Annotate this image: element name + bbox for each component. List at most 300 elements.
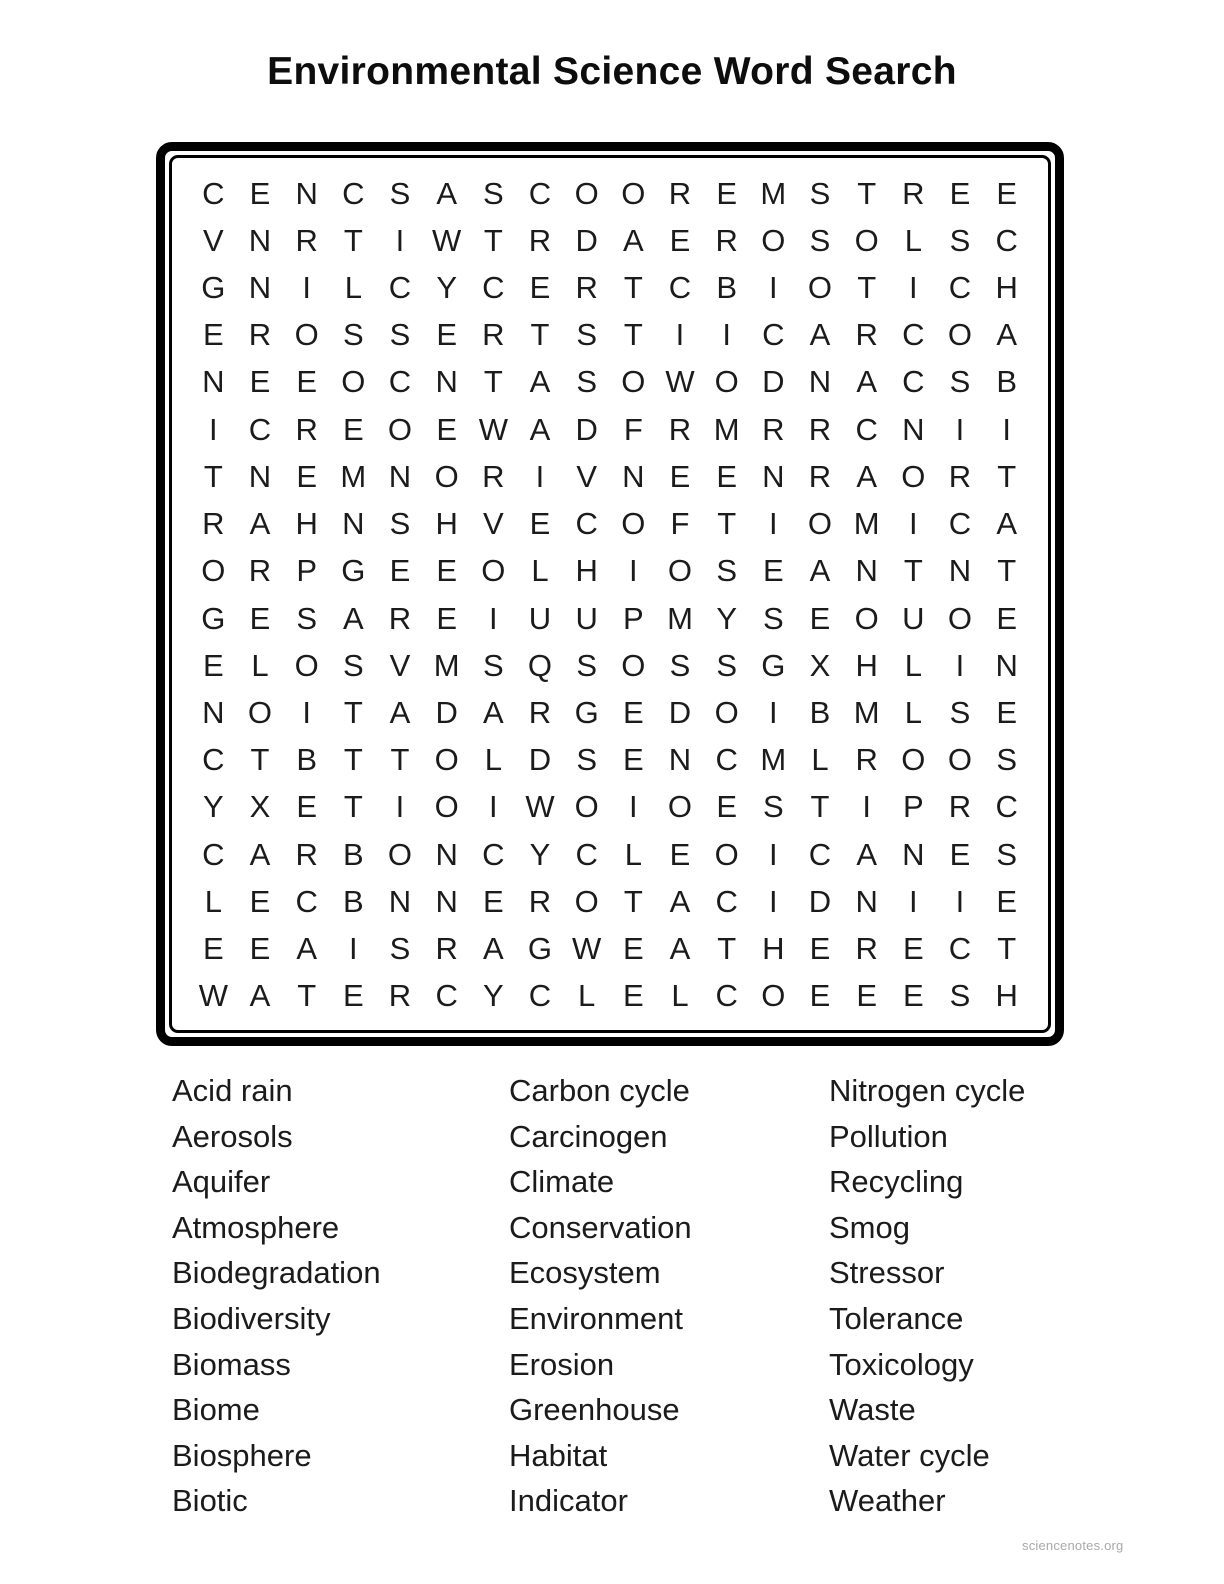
word-list-item: Biosphere (172, 1437, 312, 1473)
grid-letter: R (575, 270, 598, 306)
grid-letter: I (909, 270, 918, 306)
grid-letter: O (714, 836, 739, 872)
grid-letter: E (902, 931, 924, 967)
grid-letter: N (388, 883, 412, 919)
grid-letter: D (575, 222, 598, 258)
grid-letter: A (249, 506, 271, 542)
grid-letter: C (995, 222, 1018, 258)
word-list-item: Stressor (829, 1255, 945, 1291)
grid-letter: E (202, 647, 224, 683)
grid-letter: N (202, 364, 225, 400)
grid-letter: A (669, 931, 691, 967)
grid-letter: E (249, 931, 271, 967)
source-attribution: sciencenotes.org (1022, 1538, 1124, 1553)
grid-letter: N (808, 364, 832, 400)
grid-letter: S (342, 317, 364, 353)
grid-letter: S (669, 647, 691, 683)
grid-letter: N (668, 742, 692, 778)
grid-letter: W (198, 978, 228, 1014)
grid-letter: E (436, 553, 457, 589)
grid-letter: E (622, 931, 644, 967)
grid-letter: T (530, 317, 550, 353)
grid-letter: I (1002, 411, 1011, 447)
grid-letter: S (389, 175, 411, 211)
grid-letter: A (249, 836, 271, 872)
word-list-column-1 (172, 1068, 509, 1524)
grid-letter: R (762, 411, 785, 447)
word-list-item: Water cycle (829, 1437, 990, 1473)
grid-letter: C (855, 411, 878, 447)
word-list-item: Erosion (509, 1346, 615, 1382)
grid-letter: N (995, 647, 1018, 683)
grid-letter: L (904, 222, 922, 258)
word-list-item: Waste (829, 1392, 916, 1428)
grid-letter: E (669, 458, 691, 494)
grid-letter: O (294, 647, 319, 683)
grid-letter: E (436, 317, 457, 353)
grid-letter: F (670, 506, 690, 542)
grid-letter: O (854, 222, 879, 258)
grid-letter: N (248, 458, 272, 494)
grid-letter: W (478, 411, 508, 447)
grid-letter: T (717, 506, 737, 542)
grid-letter: O (574, 175, 599, 211)
grid-letter: S (716, 553, 737, 589)
grid-letter: T (903, 553, 923, 589)
grid-letter: N (855, 553, 878, 589)
word-list-column-3 (829, 1068, 1025, 1524)
grid-letter: A (529, 411, 551, 447)
grid-letter: T (857, 270, 877, 306)
grid-letter: E (622, 742, 644, 778)
grid-letter: I (535, 458, 545, 494)
grid-letter: I (349, 931, 358, 967)
grid-letter: V (202, 222, 224, 258)
grid-letter: M (760, 742, 787, 778)
grid-letter: E (202, 317, 224, 353)
grid-letter: A (342, 600, 364, 636)
grid-letter: T (297, 978, 317, 1014)
grid-letter: S (482, 647, 504, 683)
grid-letter: C (948, 931, 972, 967)
grid-letter: L (624, 836, 642, 872)
grid-letter: E (436, 411, 457, 447)
grid-letter: O (434, 789, 459, 825)
grid-letter: E (529, 270, 551, 306)
grid-letter: S (996, 742, 1017, 778)
word-list-item: Biodegradation (172, 1255, 381, 1291)
grid-letter: L (204, 883, 222, 919)
grid-letter: C (948, 270, 972, 306)
grid-letter: L (578, 978, 596, 1014)
grid-letter: B (342, 836, 364, 872)
grid-letter: E (249, 883, 271, 919)
grid-letter: O (434, 458, 459, 494)
grid-letter: E (296, 458, 317, 494)
grid-letter: H (295, 506, 318, 542)
grid-letter: N (435, 883, 458, 919)
grid-letter: R (855, 931, 878, 967)
grid-letter: D (762, 364, 785, 400)
grid-letter: L (484, 742, 502, 778)
grid-letter: T (810, 789, 830, 825)
grid-letter: T (250, 742, 270, 778)
grid-letter: L (531, 553, 549, 589)
grid-letter: L (344, 270, 362, 306)
grid-letter: Y (436, 270, 457, 306)
grid-letter: R (528, 883, 552, 919)
grid-letter: R (248, 317, 272, 353)
grid-letter: L (811, 742, 829, 778)
grid-letter: G (201, 600, 226, 636)
grid-letter: H (995, 270, 1018, 306)
grid-letter: S (296, 600, 317, 636)
word-list-item: Carbon cycle (509, 1073, 690, 1108)
grid-letter: O (854, 600, 879, 636)
grid-letter: C (202, 175, 225, 211)
grid-letter: T (483, 364, 503, 400)
grid-letter: I (955, 411, 965, 447)
grid-letter: M (433, 647, 460, 683)
grid-letter: E (716, 175, 737, 211)
grid-letter: O (621, 647, 646, 683)
word-list-item: Acid rain (172, 1073, 293, 1108)
grid-letter: S (576, 647, 597, 683)
grid-letter: B (996, 364, 1017, 400)
grid-letter: A (996, 317, 1017, 353)
grid-letter: T (997, 553, 1017, 589)
grid-letter: E (249, 600, 271, 636)
grid-letter: A (389, 695, 411, 731)
grid-letter: T (623, 270, 643, 306)
grid-letter: I (909, 506, 918, 542)
word-list-item: Biodiversity (172, 1300, 331, 1336)
grid-letter: S (576, 317, 597, 353)
grid-letter: E (996, 175, 1017, 211)
grid-letter: C (202, 742, 225, 778)
grid-letter: T (623, 317, 643, 353)
grid-letter: D (668, 695, 692, 731)
grid-letter: A (809, 553, 831, 589)
grid-letter: S (482, 175, 504, 211)
grid-letter: S (342, 647, 364, 683)
grid-letter: A (669, 883, 691, 919)
grid-letter: H (435, 506, 458, 542)
grid-letter: R (855, 742, 878, 778)
grid-letter: R (948, 789, 972, 825)
grid-letter: N (248, 222, 272, 258)
grid-letter: V (482, 506, 504, 542)
word-list-item: Biotic (172, 1483, 248, 1519)
grid-letter: F (623, 411, 643, 447)
grid-letter: C (528, 175, 552, 211)
grid-letter: T (203, 458, 223, 494)
grid-letter: I (675, 317, 685, 353)
grid-letter: O (667, 789, 693, 825)
grid-letter: O (807, 270, 833, 306)
grid-letter: A (856, 458, 877, 494)
grid-letter: R (482, 458, 505, 494)
grid-letter: E (716, 458, 737, 494)
grid-letter: L (251, 647, 269, 683)
grid-letter: L (904, 695, 922, 731)
grid-letter: O (201, 553, 226, 589)
grid-letter: S (949, 364, 971, 400)
grid-letter: O (621, 506, 646, 542)
grid-letter: C (948, 506, 972, 542)
grid-letter: I (909, 883, 918, 919)
grid-letter: O (247, 695, 273, 731)
grid-letter: I (722, 317, 731, 353)
grid-letter: Y (716, 600, 737, 636)
grid-letter: H (762, 931, 785, 967)
grid-letter: O (621, 175, 646, 211)
word-list-item: Environment (509, 1300, 684, 1336)
grid-letter: T (857, 175, 877, 211)
grid-letter: S (389, 506, 411, 542)
grid-letter: O (807, 506, 833, 542)
grid-letter: R (528, 695, 552, 731)
grid-letter: U (902, 600, 925, 636)
grid-letter: W (665, 364, 695, 400)
grid-letter: E (249, 175, 271, 211)
grid-letter: O (387, 411, 413, 447)
grid-letter: N (902, 836, 925, 872)
grid-letter: M (853, 506, 880, 542)
grid-letter: C (995, 789, 1018, 825)
grid-letter: S (576, 364, 597, 400)
grid-letter: I (489, 600, 498, 636)
grid-letter: S (949, 695, 971, 731)
grid-letter: E (202, 931, 224, 967)
grid-letter: W (432, 222, 462, 258)
grid-letter: N (342, 506, 365, 542)
word-list-item: Aerosols (172, 1118, 293, 1154)
grid-letter: R (482, 317, 505, 353)
grid-letter: E (949, 836, 971, 872)
word-list-item: Ecosystem (509, 1255, 661, 1291)
grid-letter: C (528, 978, 552, 1014)
grid-letter: Q (527, 647, 553, 683)
grid-letter: R (808, 411, 832, 447)
grid-letter: E (342, 978, 364, 1014)
grid-letter: D (435, 695, 458, 731)
grid-letter: O (434, 742, 459, 778)
grid-letter: I (302, 695, 311, 731)
grid-letter: N (855, 883, 878, 919)
word-list-column-2 (509, 1068, 829, 1524)
grid-letter: A (529, 364, 551, 400)
word-list-item: Conservation (509, 1209, 692, 1245)
word-list (172, 1068, 1025, 1524)
grid-letter: O (947, 600, 973, 636)
grid-letter: Y (529, 836, 551, 872)
grid-letter: S (389, 931, 411, 967)
grid-letter: C (435, 978, 458, 1014)
grid-letter: T (343, 789, 363, 825)
grid-letter: E (296, 364, 317, 400)
grid-letter: U (575, 600, 598, 636)
word-list-item: Recycling (829, 1164, 964, 1200)
grid-letter: Y (202, 789, 224, 825)
grid-letter: E (622, 978, 644, 1014)
grid-letter: C (388, 364, 412, 400)
grid-letter: E (296, 789, 317, 825)
grid-letter: A (856, 364, 877, 400)
grid-letter: E (856, 978, 877, 1014)
grid-letter: A (249, 978, 271, 1014)
grid-letter: I (769, 506, 778, 542)
word-search-letter-grid (172, 158, 1048, 1030)
grid-letter: C (715, 978, 738, 1014)
word-list-item: Greenhouse (509, 1392, 680, 1428)
grid-letter: S (576, 742, 597, 778)
grid-letter: C (715, 883, 738, 919)
grid-letter: R (295, 411, 318, 447)
word-list-item: Biomass (172, 1346, 291, 1382)
grid-letter: S (716, 647, 737, 683)
grid-letter: C (715, 742, 738, 778)
grid-letter: I (395, 789, 405, 825)
grid-letter: O (761, 222, 786, 258)
grid-letter: V (389, 647, 411, 683)
word-list-item: Pollution (829, 1118, 948, 1154)
word-list-item: Habitat (509, 1437, 608, 1473)
grid-letter: E (249, 364, 271, 400)
grid-letter: T (343, 222, 363, 258)
grid-letter: B (716, 270, 737, 306)
word-list-item: Indicator (509, 1483, 628, 1519)
grid-letter: E (809, 931, 831, 967)
grid-letter: R (668, 175, 692, 211)
grid-letter: M (340, 458, 367, 494)
grid-letter: I (629, 553, 638, 589)
grid-letter: S (809, 222, 831, 258)
grid-letter: I (769, 695, 778, 731)
grid-letter: N (902, 411, 925, 447)
grid-letter: G (201, 270, 226, 306)
grid-letter: V (576, 458, 597, 494)
grid-letter: T (997, 931, 1017, 967)
grid-letter: O (901, 742, 926, 778)
grid-letter: N (622, 458, 645, 494)
word-search-grid-inner-frame (169, 155, 1051, 1033)
grid-letter: C (248, 411, 272, 447)
grid-letter: O (387, 836, 413, 872)
grid-letter: T (623, 883, 643, 919)
grid-letter: E (669, 836, 691, 872)
grid-letter: R (202, 506, 225, 542)
grid-letter: C (668, 270, 692, 306)
grid-letter: A (296, 931, 317, 967)
grid-letter: E (622, 695, 644, 731)
grid-letter: N (202, 695, 225, 731)
grid-letter: E (996, 600, 1017, 636)
grid-letter: C (388, 270, 412, 306)
grid-letter: E (669, 222, 691, 258)
grid-letter: E (342, 411, 364, 447)
grid-letter: W (525, 789, 555, 825)
grid-letter: O (947, 317, 973, 353)
word-list-item: Biome (172, 1392, 260, 1428)
grid-letter: A (436, 175, 457, 211)
grid-letter: R (435, 931, 458, 967)
grid-letter: C (902, 364, 925, 400)
grid-letter: I (629, 789, 638, 825)
grid-letter: I (769, 836, 778, 872)
grid-letter: Y (482, 978, 504, 1014)
grid-letter: M (667, 600, 693, 636)
grid-letter: A (622, 222, 644, 258)
grid-letter: G (574, 695, 599, 731)
grid-letter: N (435, 364, 458, 400)
grid-letter: O (947, 742, 973, 778)
grid-letter: W (572, 931, 602, 967)
grid-letter: C (902, 317, 925, 353)
grid-letter: R (248, 553, 272, 589)
grid-letter: O (574, 883, 599, 919)
grid-letter: H (855, 647, 878, 683)
grid-letter: C (295, 883, 318, 919)
grid-letter: N (948, 553, 972, 589)
grid-letter: R (855, 317, 878, 353)
grid-letter: X (809, 647, 831, 683)
grid-letter: H (575, 553, 598, 589)
grid-letter: S (809, 175, 831, 211)
grid-letter: E (996, 695, 1017, 731)
grid-letter: G (761, 647, 786, 683)
grid-letter: T (390, 742, 410, 778)
grid-letter: E (762, 553, 784, 589)
grid-letter: E (949, 175, 971, 211)
grid-letter: U (528, 600, 552, 636)
grid-letter: D (528, 742, 552, 778)
grid-letter: S (389, 317, 411, 353)
grid-letter: I (769, 883, 778, 919)
grid-letter: N (248, 270, 272, 306)
grid-letter: I (862, 789, 871, 825)
grid-letter: E (902, 978, 924, 1014)
grid-letter: R (388, 600, 412, 636)
grid-letter: O (714, 364, 739, 400)
grid-letter: E (996, 883, 1017, 919)
grid-letter: C (575, 506, 598, 542)
grid-letter: O (294, 317, 319, 353)
grid-letter: O (667, 553, 693, 589)
word-list-item: Aquifer (172, 1164, 271, 1200)
grid-letter: N (388, 458, 412, 494)
grid-letter: C (482, 270, 505, 306)
grid-letter: R (902, 175, 925, 211)
grid-letter: S (949, 222, 971, 258)
grid-letter: R (715, 222, 738, 258)
word-list-item: Smog (829, 1209, 910, 1245)
grid-letter: T (343, 695, 363, 731)
grid-letter: O (714, 695, 739, 731)
grid-letter: E (809, 978, 831, 1014)
grid-letter: O (481, 553, 506, 589)
grid-letter: A (996, 506, 1017, 542)
grid-letter: I (955, 883, 965, 919)
grid-letter: T (997, 458, 1017, 494)
grid-letter: I (955, 647, 965, 683)
grid-letter: T (343, 742, 363, 778)
grid-letter: C (762, 317, 785, 353)
grid-letter: R (948, 458, 972, 494)
grid-letter: S (949, 978, 971, 1014)
grid-letter: A (809, 317, 831, 353)
grid-letter: O (761, 978, 786, 1014)
